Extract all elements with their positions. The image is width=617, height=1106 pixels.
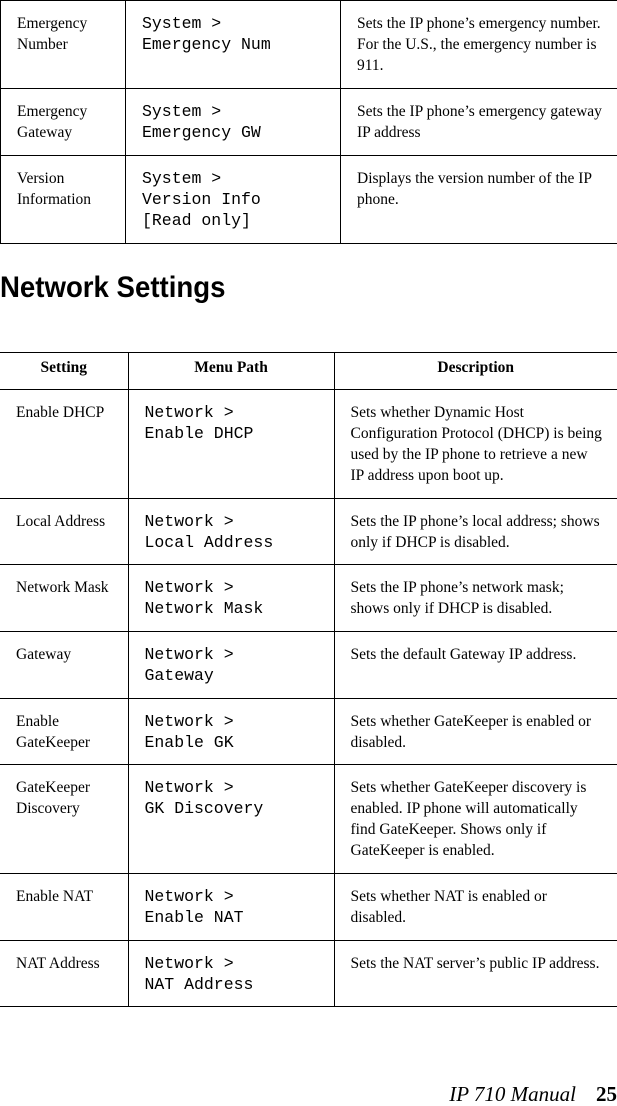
description-cell: Sets the IP phone’s emergency number. For the U.S., the emergency number is 911. xyxy=(341,1,617,89)
setting-cell: Network Mask xyxy=(0,565,128,632)
description-cell: Sets whether GateKeeper is enabled or disabled. xyxy=(334,699,617,765)
setting-cell: Emergency Gateway xyxy=(1,89,126,156)
column-header-description: Description xyxy=(334,353,617,390)
menu-path-cell: Network > Enable NAT xyxy=(128,874,334,941)
description-cell: Sets the NAT server’s public IP address. xyxy=(334,941,617,1007)
manual-title: IP 710 Manual xyxy=(449,1082,576,1106)
menu-path-cell: Network > GK Discovery xyxy=(128,765,334,874)
setting-cell: Version Information xyxy=(1,156,126,244)
table-row xyxy=(0,699,617,765)
menu-path-cell: Network > Enable DHCP xyxy=(128,390,334,499)
menu-path-cell: Network > Enable GK xyxy=(128,699,334,765)
description-cell: Sets the IP phone’s emergency gateway IP address xyxy=(341,89,617,156)
menu-path-cell: Network > NAT Address xyxy=(128,941,334,1007)
setting-cell: Enable DHCP xyxy=(0,390,128,499)
table-header-row xyxy=(0,353,617,390)
table-row xyxy=(1,156,617,244)
table-row xyxy=(0,390,617,499)
menu-path-cell: System > Emergency Num xyxy=(126,1,341,89)
menu-path-cell: Network > Gateway xyxy=(128,632,334,699)
table-row xyxy=(1,89,617,156)
menu-path-cell: System > Version Info [Read only] xyxy=(126,156,341,244)
table-row xyxy=(0,874,617,941)
table-row xyxy=(0,941,617,1007)
table-row xyxy=(0,565,617,632)
setting-cell: Enable NAT xyxy=(0,874,128,941)
menu-path-cell: Network > Network Mask xyxy=(128,565,334,632)
table-row xyxy=(1,1,617,89)
column-header-setting: Setting xyxy=(0,353,128,390)
description-cell: Displays the version number of the IP phone. xyxy=(341,156,617,244)
menu-path-cell: System > Emergency GW xyxy=(126,89,341,156)
table-row xyxy=(0,499,617,565)
description-cell: Sets the IP phone’s network mask; shows only if DHCP is disabled. xyxy=(334,565,617,632)
setting-cell: Emergency Number xyxy=(1,1,126,89)
network-settings-table xyxy=(0,352,617,1007)
section-heading: Network Settings xyxy=(0,268,225,308)
setting-cell: Enable GateKeeper xyxy=(0,699,128,765)
setting-cell: GateKeeper Discovery xyxy=(0,765,128,874)
menu-path-cell: Network > Local Address xyxy=(128,499,334,565)
page-number: 25 xyxy=(596,1082,617,1106)
description-cell: Sets the IP phone’s local address; shows only if DHCP is disabled. xyxy=(334,499,617,565)
setting-cell: Local Address xyxy=(0,499,128,565)
description-cell: Sets whether GateKeeper discovery is enabled. IP phone will automatically find GateKeeper. Shows only if GateKeeper is enabled. xyxy=(334,765,617,874)
column-header-menu-path: Menu Path xyxy=(128,353,334,390)
setting-cell: Gateway xyxy=(0,632,128,699)
description-cell: Sets whether Dynamic Host Configuration Protocol (DHCP) is being used by the IP phone to retrieve a new IP address upon boot up. xyxy=(334,390,617,499)
description-cell: Sets whether NAT is enabled or disabled. xyxy=(334,874,617,941)
system-settings-table xyxy=(0,0,617,244)
description-cell: Sets the default Gateway IP address. xyxy=(334,632,617,699)
page-footer xyxy=(449,1082,617,1106)
setting-cell: NAT Address xyxy=(0,941,128,1007)
table-row xyxy=(0,765,617,874)
table-row xyxy=(0,632,617,699)
